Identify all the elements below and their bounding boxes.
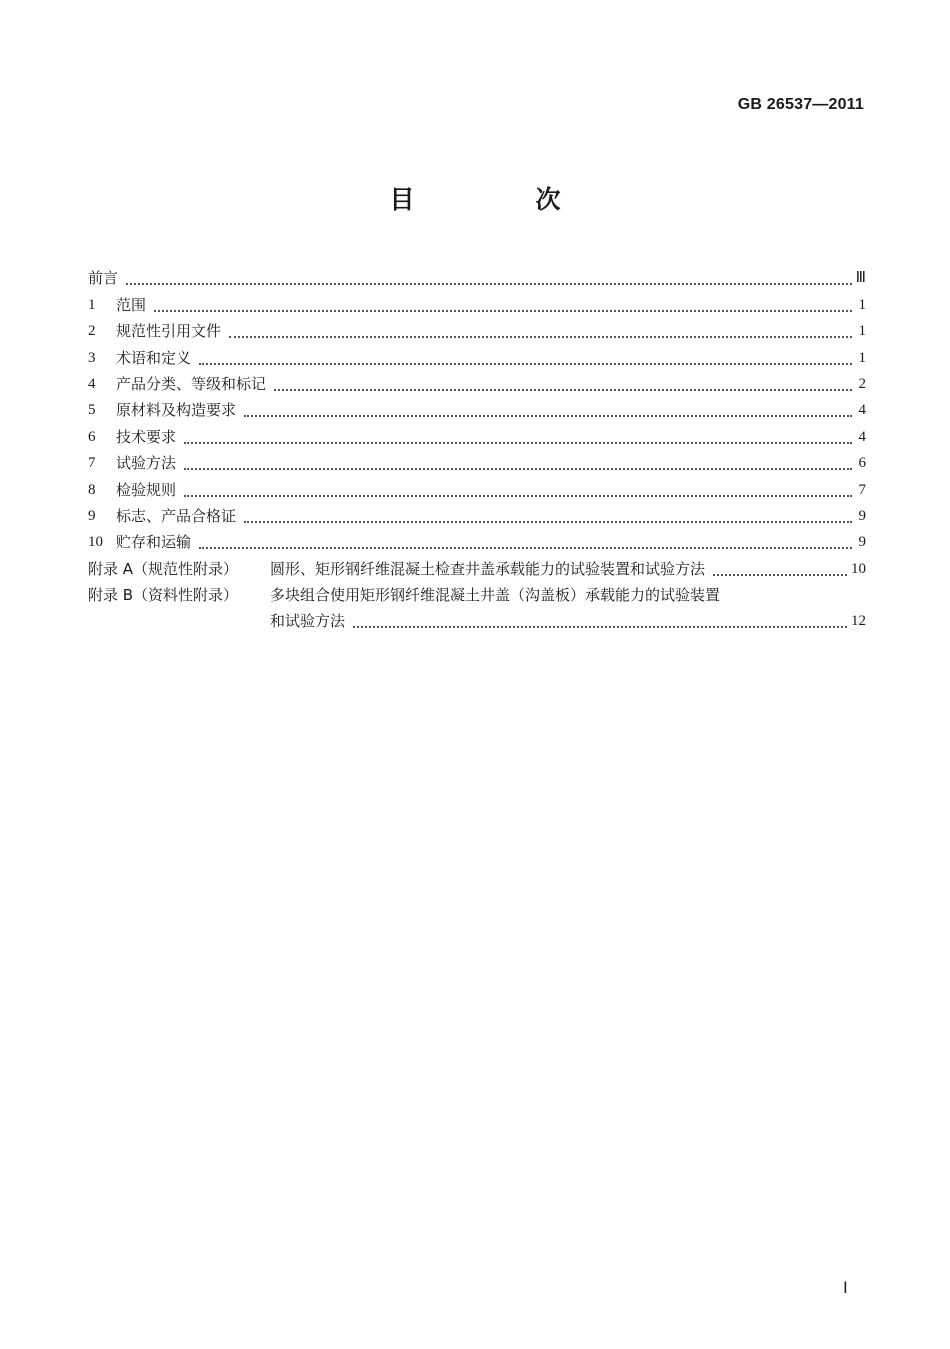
toc-entry-label: 贮存和运输 <box>116 533 192 552</box>
page-title: 目 次 <box>389 185 609 214</box>
toc-entry-number: 1 <box>88 296 96 313</box>
toc-entry-page: 9 <box>858 507 866 524</box>
toc-entry-label: 前言 <box>88 269 119 288</box>
toc-entry-label: 检验规则 <box>116 480 177 499</box>
dot-leader <box>184 495 852 497</box>
dot-leader <box>184 442 852 444</box>
toc-entry-number: 4 <box>88 375 96 392</box>
toc-entry-number: 8 <box>88 481 96 498</box>
dot-leader <box>229 336 852 338</box>
toc-entry-6[interactable] <box>88 420 866 446</box>
toc-entry-1[interactable] <box>88 288 866 314</box>
toc-entry-page: 7 <box>858 481 866 498</box>
toc-entry-page: 9 <box>858 534 866 551</box>
toc-entry-number: 2 <box>88 323 96 340</box>
toc-entry-page: Ⅲ <box>855 270 866 287</box>
toc-entry-number: 9 <box>88 507 96 524</box>
toc-entry-7[interactable] <box>88 447 866 473</box>
dot-leader <box>184 468 852 470</box>
toc-entry-label: 圆形、矩形钢纤维混凝土检查井盖承载能力的试验装置和试验方法 <box>270 559 706 578</box>
dot-leader <box>244 415 852 417</box>
table-of-contents <box>88 262 866 631</box>
toc-entry-9[interactable] <box>88 500 866 526</box>
toc-entry-label: 原材料及构造要求 <box>116 401 237 420</box>
toc-entry-page: 12 <box>851 613 866 630</box>
toc-entry-4[interactable] <box>88 368 866 394</box>
footer-page-number: Ⅰ <box>843 1280 848 1297</box>
toc-entry-number: 6 <box>88 428 96 445</box>
dot-leader <box>199 363 852 365</box>
toc-entry-page: 1 <box>858 323 866 340</box>
toc-entry-page: 2 <box>858 375 866 392</box>
toc-entry-label: 多块组合使用矩形钢纤维混凝土井盖（沟盖板）承载能力的试验装置 <box>270 586 721 605</box>
toc-entry-number: 7 <box>88 455 96 472</box>
dot-leader <box>199 547 852 549</box>
dot-leader <box>713 574 847 576</box>
toc-entry-number: 3 <box>88 349 96 366</box>
toc-entry-page: 1 <box>858 349 866 366</box>
toc-entry-appendix-a[interactable] <box>88 552 866 578</box>
toc-entry-2[interactable] <box>88 315 866 341</box>
toc-entry-label-continuation: 和试验方法 <box>270 612 346 631</box>
standard-code: GB 26537—2011 <box>737 96 864 113</box>
appendix-prefix: 附录 A（规范性附录） <box>88 559 239 578</box>
toc-entry-label: 试验方法 <box>116 454 177 473</box>
dot-leader <box>244 521 852 523</box>
dot-leader <box>353 626 847 628</box>
toc-entry-8[interactable] <box>88 473 866 499</box>
toc-entry-3[interactable] <box>88 341 866 367</box>
toc-entry-10[interactable] <box>88 526 866 552</box>
toc-entry-label: 产品分类、等级和标记 <box>116 374 267 393</box>
toc-entry-number: 5 <box>88 402 96 419</box>
toc-entry-page: 4 <box>858 402 866 419</box>
toc-entry-number: 10 <box>88 534 103 551</box>
toc-entry-label: 标志、产品合格证 <box>116 506 237 525</box>
toc-entry-appendix-b[interactable] <box>88 579 866 605</box>
toc-entry-label: 范围 <box>116 295 147 314</box>
toc-entry-page: 1 <box>858 296 866 313</box>
appendix-prefix: 附录 B（资料性附录） <box>88 586 239 605</box>
toc-entry-page: 6 <box>858 455 866 472</box>
toc-entry-label: 规范性引用文件 <box>116 322 222 341</box>
dot-leader <box>154 310 852 312</box>
toc-entry-page: 10 <box>851 560 866 577</box>
toc-entry-5[interactable] <box>88 394 866 420</box>
toc-entry-label: 技术要求 <box>116 427 177 446</box>
dot-leader <box>274 389 852 391</box>
toc-entry-page: 4 <box>858 428 866 445</box>
dot-leader <box>126 283 852 285</box>
toc-entry-foreword[interactable] <box>88 262 866 288</box>
toc-entry-label: 术语和定义 <box>116 348 192 367</box>
toc-entry-appendix-b-continued[interactable] <box>88 605 866 631</box>
